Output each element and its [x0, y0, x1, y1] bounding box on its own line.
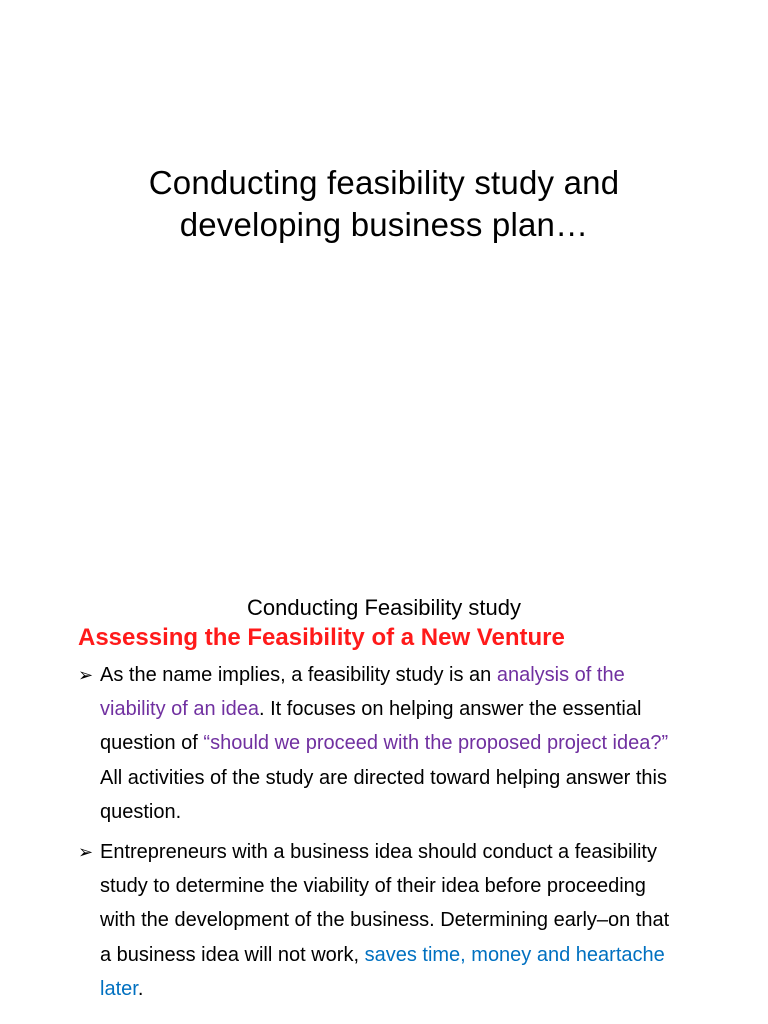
highlighted-question: “should we proceed with the proposed project idea?”	[203, 732, 669, 755]
arrow-bullet-icon: ➢	[78, 842, 94, 863]
bullet-text: . It focuses on helping answer the essential question of	[100, 698, 642, 755]
highlighted-phrase: analysis of the viability of an idea	[100, 664, 625, 721]
slide-1-title	[0, 162, 768, 246]
slide-1-title-line-1: Conducting feasibility study and	[148, 164, 620, 202]
bullet-text: As the name implies, a feasibility study is an	[100, 664, 497, 686]
bullet-item-entrepreneurs	[78, 835, 678, 1006]
slide-2-subheading: Assessing the Feasibility of a New Venture	[78, 624, 565, 651]
bullet-text: .	[137, 977, 144, 1000]
bullet-item-feasibility-definition	[78, 658, 678, 829]
arrow-bullet-icon: ➢	[78, 665, 94, 685]
highlighted-phrase: saves time, money and heartache later	[100, 943, 665, 1000]
bullet-list	[78, 658, 678, 1012]
bullet-text: Entrepreneurs with a business idea should conduct a feasibility study to determine the viability of their idea before proceeding with the development of the business. Determining early–on that a business idea will not work,	[100, 841, 670, 966]
slide-2-heading: Conducting Feasibility study	[247, 595, 521, 620]
bullet-text: All activities of the study are directed toward helping answer this question.	[100, 766, 667, 823]
slide-1-title-line-2: developing business plan…	[179, 206, 589, 244]
